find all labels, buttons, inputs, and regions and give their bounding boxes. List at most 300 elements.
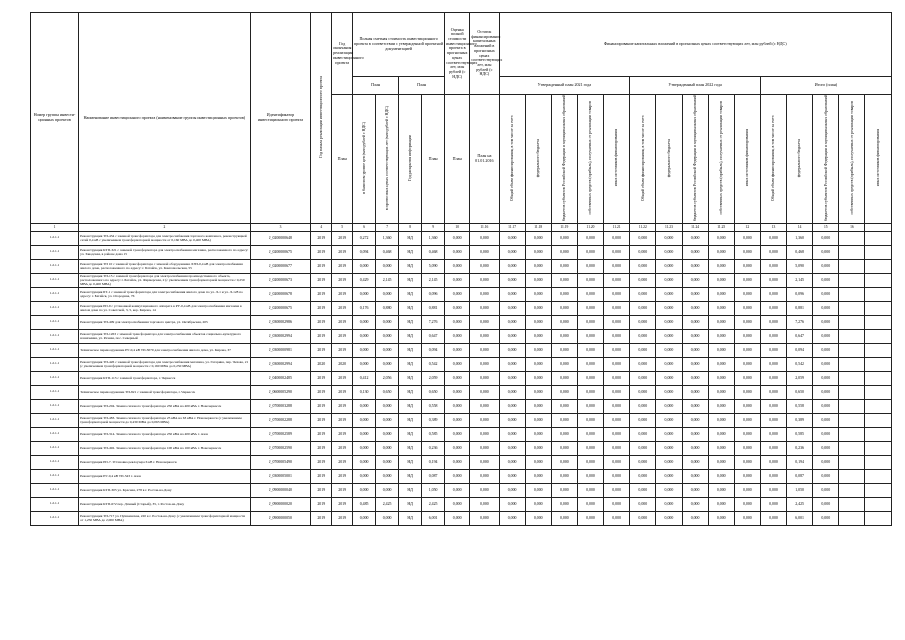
column-number-cell: 16 <box>839 223 865 231</box>
financing-value-cell: 0,000 <box>630 497 656 511</box>
financing-value-cell: 0,000 <box>630 301 656 315</box>
financing-value-cell: 0,000 <box>525 455 551 469</box>
empty-cell <box>865 329 892 343</box>
financing-value-cell: 0,000 <box>551 329 577 343</box>
plan-cost-cell: 0,647 <box>422 329 445 343</box>
financing-value-cell: 0,000 <box>760 413 786 427</box>
financing-value-cell: 0,000 <box>760 427 786 441</box>
financing-value-cell: 0,000 <box>630 259 656 273</box>
empty-cell <box>839 413 865 427</box>
project-name-cell: Реконструкция КТП-305 ул. Красная, 278 в г. Ростов-на-Дону <box>79 483 251 497</box>
financing-value-cell: 0,000 <box>813 455 839 469</box>
financing-value-cell: 0,000 <box>525 483 551 497</box>
financing-value-cell: 0,000 <box>734 483 760 497</box>
table-row <box>31 483 892 497</box>
header-sub-fed-2022: федерального бюджета <box>656 95 682 224</box>
financing-value-cell: 0,000 <box>760 469 786 483</box>
financing-value-cell: 0,000 <box>760 441 786 455</box>
forecast-price-cell: 0,000 <box>376 483 399 497</box>
financing-value-cell: 0,000 <box>708 231 734 245</box>
financing-value-cell: 0,000 <box>577 343 603 357</box>
table-row <box>31 427 892 441</box>
financing-value-cell: 0,087 <box>787 469 813 483</box>
group-number-cell: 1.2.1.1 <box>31 385 79 399</box>
financing-value-cell: 0,000 <box>470 259 499 273</box>
forecast-price-cell: 0,000 <box>376 469 399 483</box>
financing-value-cell: 0,000 <box>630 343 656 357</box>
financing-value-cell: 0,000 <box>630 287 656 301</box>
column-number-cell: 11.16 <box>470 223 499 231</box>
financing-value-cell: 0,000 <box>525 231 551 245</box>
table-row <box>31 343 892 357</box>
financing-value-cell: 0,000 <box>604 245 630 259</box>
group-number-cell: 1.2.1.1 <box>31 511 79 525</box>
plan-cost-cell: 1,050 <box>422 483 445 497</box>
disclosure-year-cell: НД <box>399 497 422 511</box>
financing-value-cell: 0,000 <box>682 301 708 315</box>
plan-cost-cell: 0,094 <box>422 343 445 357</box>
base-price-cell: 0,000 <box>353 483 376 497</box>
financing-value-cell: 0,000 <box>551 483 577 497</box>
financing-value-cell: 0,000 <box>682 343 708 357</box>
group-number-cell: 1.2.1.1 <box>31 441 79 455</box>
financing-value-cell: 0,000 <box>499 385 525 399</box>
column-number-cell: 15 <box>813 223 839 231</box>
column-number-cell <box>865 223 892 231</box>
financing-value-cell: 0,000 <box>470 469 499 483</box>
header-total: Итого (план) <box>760 77 891 95</box>
financing-value-cell: 0,000 <box>734 287 760 301</box>
financing-value-cell: 0,000 <box>577 259 603 273</box>
empty-cell <box>865 511 892 525</box>
financing-value-cell: 0,000 <box>604 385 630 399</box>
disclosure-year-cell: НД <box>399 371 422 385</box>
base-price-cell: 0,000 <box>353 287 376 301</box>
header-sub-other-2021: иных источников финансирования <box>604 95 630 224</box>
empty-cell <box>865 273 892 287</box>
financing-value-cell: 0,000 <box>577 385 603 399</box>
disclosure-year-cell: НД <box>399 245 422 259</box>
financing-value-cell: 0,000 <box>604 371 630 385</box>
header-year-2021: Утвержденный план 2021 года <box>499 77 630 95</box>
financing-value-cell: 0,000 <box>525 287 551 301</box>
start-year-cell: 2019 <box>311 231 332 245</box>
table-row <box>31 385 892 399</box>
end-year-cell: 2019 <box>332 315 353 329</box>
financing-value-cell: 0,000 <box>470 511 499 525</box>
project-name-cell: Реконструкция ТП-483. Замена силового трансформатора 25 кВА на 63 кВА г. Новочеркасск (с увеличением трансформаторной мощности до 0,430 МВА до 0,063 МВА) <box>79 413 251 427</box>
header-sub-reg-2021: бюджетов субъектов Российской Федерации и муниципальных образований <box>551 95 577 224</box>
base-price-cell: 0,000 <box>353 455 376 469</box>
financing-value-cell: 0,000 <box>656 385 682 399</box>
financing-value-cell: 0,000 <box>682 413 708 427</box>
financing-value-cell: 0,000 <box>760 231 786 245</box>
financing-value-cell: 0,000 <box>708 343 734 357</box>
end-year-cell: 2019 <box>332 511 353 525</box>
financing-value-cell: 0,000 <box>551 385 577 399</box>
financing-value-cell: 0,000 <box>708 413 734 427</box>
financing-value-cell: 0,000 <box>682 371 708 385</box>
financing-value-cell: 0,000 <box>734 245 760 259</box>
empty-cell <box>865 315 892 329</box>
table-row <box>31 287 892 301</box>
start-year-cell: 2019 <box>311 273 332 287</box>
disclosure-year-cell: НД <box>399 483 422 497</box>
table-row <box>31 231 892 245</box>
financing-value-cell: 0,000 <box>682 511 708 525</box>
financing-value-cell: 0,094 <box>787 343 813 357</box>
base-price-cell: 0,130 <box>353 385 376 399</box>
forecast-price-cell: 0,000 <box>376 259 399 273</box>
financing-value-cell: 0,000 <box>734 511 760 525</box>
financing-value-cell: 0,000 <box>525 259 551 273</box>
financing-value-cell: 0,000 <box>734 301 760 315</box>
project-name-cell: Реконструкция ТП-204. Замена силового трансформатора 250 кВА на 400 кВА г. Новочеркасск <box>79 399 251 413</box>
base-price-cell: 0,000 <box>353 259 376 273</box>
financing-value-cell: 0,000 <box>708 315 734 329</box>
financing-value-cell: 0,000 <box>656 455 682 469</box>
financing-value-cell: 0,000 <box>630 399 656 413</box>
empty-cell <box>839 497 865 511</box>
project-name-cell: Реконструкция ТП-492. Замена силового трансформатора 100 кВА на 160 кВА г. Новочеркасск <box>79 441 251 455</box>
financing-value-cell: 0,389 <box>787 413 813 427</box>
financing-value-cell: 0,000 <box>630 469 656 483</box>
financing-value-cell: 0,000 <box>813 483 839 497</box>
financing-value-cell: 0,000 <box>604 427 630 441</box>
group-number-cell: 1.2.1.1 <box>31 497 79 511</box>
header-start-year: Год начала реализации инвестиционного проекта <box>311 13 332 224</box>
financing-value-cell: 0,000 <box>630 371 656 385</box>
base-price-cell: 0,094 <box>353 245 376 259</box>
header-end-year: Год окончания реализации инвестиционного проекта <box>332 13 353 95</box>
group-number-cell: 1.2.1.1 <box>31 371 79 385</box>
header-sub-other-all: иных источников финансирования <box>865 95 892 224</box>
header-sub-reg-2022: бюджетов субъектов Российской Федерации и муниципальных образований <box>682 95 708 224</box>
financing-value-cell: 0,000 <box>656 511 682 525</box>
financing-value-cell: 0,000 <box>470 399 499 413</box>
forecast-price-cell: 0,000 <box>376 399 399 413</box>
financing-value-cell: 0,000 <box>656 301 682 315</box>
project-name-cell: Техническое перевооружение РУ-0,4 кВ ТП-3070 для электроснабжения жилого дома, ул. Кирова, 37 <box>79 343 251 357</box>
financing-value-cell: 1,050 <box>787 483 813 497</box>
financing-value-cell: 0,000 <box>499 231 525 245</box>
financing-value-cell: 0,000 <box>577 287 603 301</box>
start-year-cell: 2019 <box>311 427 332 441</box>
group-number-cell: 1.2.1.1 <box>31 287 79 301</box>
financing-value-cell: 0,000 <box>525 469 551 483</box>
financing-value-cell: 0,000 <box>499 245 525 259</box>
financing-value-cell: 0,000 <box>760 497 786 511</box>
forecast-price-cell: 0,650 <box>376 385 399 399</box>
empty-cell <box>865 385 892 399</box>
empty-cell <box>865 469 892 483</box>
financing-value-cell: 0,000 <box>656 371 682 385</box>
financing-value-cell: 0,000 <box>760 455 786 469</box>
forecast-price-cell: 0,880 <box>376 301 399 315</box>
header-forecast-price: в прогнозных ценах соответствующих лет (млн рублей с НДС) <box>376 95 399 224</box>
financing-value-cell: 0,000 <box>445 315 470 329</box>
forecast-price-cell: 0,000 <box>376 511 399 525</box>
financing-value-cell: 0,000 <box>682 357 708 371</box>
project-id-cell: J_0300002994 <box>250 329 311 343</box>
financing-value-cell: 0,000 <box>682 231 708 245</box>
financing-value-cell: 0,000 <box>604 483 630 497</box>
disclosure-year-cell: НД <box>399 273 422 287</box>
header-sub-tariff-all: собственных средств (прибыль), получаемых от реализации товаров <box>839 95 865 224</box>
financing-value-cell: 0,000 <box>445 427 470 441</box>
project-id-cell: J_0300000981 <box>250 343 311 357</box>
financing-value-cell: 0,000 <box>525 301 551 315</box>
project-name-cell: Реконструкция РП-7. Установка реклоузера 6 кВ г. Новочеркасск <box>79 455 251 469</box>
financing-value-cell: 0,000 <box>734 455 760 469</box>
financing-value-cell: 0,000 <box>551 399 577 413</box>
financing-value-cell: 0,000 <box>760 245 786 259</box>
financing-value-cell: 0,236 <box>787 441 813 455</box>
financing-value-cell: 0,000 <box>525 497 551 511</box>
project-id-cell: J_0200000678 <box>250 287 311 301</box>
financing-value-cell: 0,000 <box>470 385 499 399</box>
group-number-cell: 1.2.1.1 <box>31 245 79 259</box>
financing-value-cell: 0,000 <box>499 441 525 455</box>
financing-value-cell: 0,000 <box>604 329 630 343</box>
group-number-cell: 1.2.1.1 <box>31 469 79 483</box>
end-year-cell: 2019 <box>332 413 353 427</box>
header-estimate-plan: План <box>445 95 470 224</box>
financing-value-cell: 0,000 <box>630 483 656 497</box>
financing-value-cell: 0,000 <box>630 315 656 329</box>
disclosure-year-cell: НД <box>399 441 422 455</box>
group-number-cell: 1.2.1.1 <box>31 231 79 245</box>
financing-value-cell: 0,000 <box>656 231 682 245</box>
project-name-cell: Реконструкция ТП-1263 с заменой трансформатора для электроснабжения объектов социально-культурного назначения, ул. Речная, пос. Северный <box>79 329 251 343</box>
project-id-cell: J_0700003288 <box>250 399 311 413</box>
header-sub-total-2022: Общий объем финансирования, в том числе за счет: <box>630 95 656 224</box>
financing-value-cell: 0,000 <box>656 287 682 301</box>
financing-value-cell: 0,000 <box>604 231 630 245</box>
financing-value-cell: 0,000 <box>525 427 551 441</box>
disclosure-year-cell: НД <box>399 399 422 413</box>
financing-value-cell: 0,000 <box>708 329 734 343</box>
end-year-cell: 2020 <box>332 357 353 371</box>
financing-value-cell: 0,000 <box>708 483 734 497</box>
financing-value-cell: 0,000 <box>470 287 499 301</box>
empty-cell <box>865 413 892 427</box>
financing-value-cell: 0,000 <box>656 259 682 273</box>
empty-cell <box>865 245 892 259</box>
financing-value-cell: 0,000 <box>445 413 470 427</box>
project-name-cell: Реконструкция КТП-113 с заменой трансформатора, г. Черкесск <box>79 371 251 385</box>
financing-value-cell: 0,000 <box>630 511 656 525</box>
empty-cell <box>839 469 865 483</box>
start-year-cell: 2019 <box>311 511 332 525</box>
financing-value-cell: 0,000 <box>813 343 839 357</box>
column-number-row <box>31 223 892 231</box>
project-id-cell: J_0700005490 <box>250 455 311 469</box>
column-number-cell: 12 <box>734 223 760 231</box>
end-year-cell: 2019 <box>332 371 353 385</box>
financing-value-cell: 0,000 <box>577 413 603 427</box>
financing-value-cell: 0,000 <box>682 315 708 329</box>
plan-cost-cell: 2,059 <box>422 371 445 385</box>
empty-cell <box>839 231 865 245</box>
financing-value-cell: 0,000 <box>813 245 839 259</box>
financing-value-cell: 0,000 <box>551 511 577 525</box>
plan-cost-cell: 0,389 <box>422 413 445 427</box>
project-name-cell: Реконструкция ТП-409 для электроснабжения торгового центра, ул. Октябрьская, 205 <box>79 315 251 329</box>
disclosure-year-cell: НД <box>399 357 422 371</box>
table-row <box>31 357 892 371</box>
financing-value-cell: 0,000 <box>656 329 682 343</box>
empty-cell <box>865 497 892 511</box>
financing-value-cell: 0,000 <box>499 273 525 287</box>
forecast-price-cell: 0,000 <box>376 329 399 343</box>
column-number-cell: 7 <box>376 223 399 231</box>
start-year-cell: 2019 <box>311 315 332 329</box>
column-number-cell: 10 <box>445 223 470 231</box>
empty-cell <box>865 371 892 385</box>
plan-cost-cell: 0,236 <box>422 441 445 455</box>
plan-cost-cell: 0,585 <box>422 427 445 441</box>
financing-value-cell: 0,000 <box>708 455 734 469</box>
financing-value-cell: 0,000 <box>604 413 630 427</box>
financing-value-cell: 0,000 <box>813 259 839 273</box>
financing-value-cell: 0,000 <box>708 273 734 287</box>
financing-value-cell: 0,000 <box>470 273 499 287</box>
table-row <box>31 441 892 455</box>
financing-value-cell: 0,000 <box>525 273 551 287</box>
end-year-cell: 2019 <box>332 455 353 469</box>
financing-value-cell: 0,000 <box>470 315 499 329</box>
project-id-cell: J_0200000675 <box>250 301 311 315</box>
financing-value-cell: 0,000 <box>813 273 839 287</box>
header-project-id: Идентификатор инвестиционного проекта <box>250 13 311 224</box>
financing-value-cell: 0,000 <box>525 329 551 343</box>
group-number-cell: 1.2.1.1 <box>31 315 79 329</box>
header-plan: План <box>422 95 445 224</box>
financing-value-cell: 0,000 <box>499 315 525 329</box>
project-name-cell: Реконструкция БТ-1 с заменой трансформатора для электроснабжения жилого дома по ул. Л-1 и ул. Л-128 по адресу: г. Батайск, ул. Огородная, 76 <box>79 287 251 301</box>
header-sub-fed-2021: федерального бюджета <box>525 95 551 224</box>
group-number-cell: 1.2.1.1 <box>31 399 79 413</box>
financing-value-cell: 0,000 <box>499 357 525 371</box>
financing-value-cell: 0,000 <box>734 497 760 511</box>
empty-cell <box>839 357 865 371</box>
header-financing-group: Финансирование капитальных вложений в прогнозных ценах соответствующих лет, млн рублей (с НДС) <box>499 13 891 77</box>
financing-value-cell: 0,000 <box>760 343 786 357</box>
financing-value-cell: 0,000 <box>630 455 656 469</box>
project-id-cell: J_0300002994 <box>250 357 311 371</box>
financing-value-cell: 0,000 <box>656 273 682 287</box>
financing-value-cell: 0,000 <box>604 273 630 287</box>
financing-value-cell: 0,000 <box>760 273 786 287</box>
financing-value-cell: 0,000 <box>760 259 786 273</box>
financing-value-cell: 0,000 <box>470 231 499 245</box>
financing-value-cell: 0,000 <box>525 511 551 525</box>
financing-value-cell: 0,000 <box>813 231 839 245</box>
financing-value-cell: 0,000 <box>445 301 470 315</box>
financing-value-cell: 0,000 <box>734 329 760 343</box>
project-id-cell: J_0300002986 <box>250 315 311 329</box>
column-number-cell: 13 <box>760 223 786 231</box>
financing-value-cell: 0,000 <box>734 357 760 371</box>
project-name-cell: Реконструкция ТП-717 ул. Пушкинская, 220 в г. Ростов-на-Дону (с увеличением трансформаторной мощности от 1,250 МВА до 2,000 МВА) <box>79 511 251 525</box>
financing-value-cell: 0,000 <box>499 371 525 385</box>
start-year-cell: 2019 <box>311 329 332 343</box>
financing-value-cell: 0,000 <box>630 273 656 287</box>
financing-value-cell: 0,000 <box>577 399 603 413</box>
financing-value-cell: 1,360 <box>787 231 813 245</box>
end-year-cell: 2019 <box>332 231 353 245</box>
financing-value-cell: 0,558 <box>787 399 813 413</box>
project-name-cell: Реконструкция ТП 10 с заменой трансформатора с заменой оборудования ЛЭП-0,4 кВ для электроснабжения жилого дома, расположенного по адресу: г. Батайск, ул. Комсомольская, 55 <box>79 259 251 273</box>
financing-value-cell: 0,000 <box>604 315 630 329</box>
empty-cell <box>839 315 865 329</box>
financing-value-cell: 0,000 <box>813 371 839 385</box>
group-number-cell: 1.2.1.1 <box>31 357 79 371</box>
financing-value-cell: 0,000 <box>682 329 708 343</box>
project-id-cell: J_0200000673 <box>250 273 311 287</box>
investment-program-table-sheet <box>30 12 892 526</box>
project-id-cell: J_0200000677 <box>250 259 311 273</box>
financing-value-cell: 2,425 <box>787 497 813 511</box>
financing-value-cell: 0,000 <box>551 455 577 469</box>
table-row <box>31 315 892 329</box>
table-row <box>31 245 892 259</box>
column-number-cell: 8 <box>399 223 422 231</box>
financing-value-cell: 0,000 <box>682 399 708 413</box>
header-sub-tariff-2022: собственных средств (прибыль), получаемых от реализации товаров <box>708 95 734 224</box>
financing-value-cell: 0,000 <box>551 357 577 371</box>
start-year-cell: 2019 <box>311 497 332 511</box>
financing-value-cell: 0,000 <box>656 469 682 483</box>
financing-value-cell: 0,000 <box>630 245 656 259</box>
financing-value-cell: 0,000 <box>760 287 786 301</box>
financing-value-cell: 0,000 <box>630 427 656 441</box>
group-number-cell: 1.2.1.1 <box>31 343 79 357</box>
plan-cost-cell: 0,558 <box>422 399 445 413</box>
project-id-cell: J_0700002589 <box>250 427 311 441</box>
financing-value-cell: 0,000 <box>708 399 734 413</box>
financing-value-cell: 0,000 <box>630 385 656 399</box>
group-number-cell: 1.2.1.1 <box>31 413 79 427</box>
column-number-cell: 11.20 <box>577 223 603 231</box>
financing-value-cell: 0,000 <box>630 231 656 245</box>
financing-value-cell: 0,000 <box>813 511 839 525</box>
forecast-price-cell: 0,000 <box>376 441 399 455</box>
financing-value-cell: 0,542 <box>787 357 813 371</box>
financing-value-cell: 6,001 <box>787 511 813 525</box>
financing-value-cell: 0,000 <box>682 497 708 511</box>
base-price-cell: 0,176 <box>353 301 376 315</box>
financing-value-cell: 0,000 <box>577 511 603 525</box>
empty-cell <box>839 343 865 357</box>
financing-value-cell: 0,000 <box>682 385 708 399</box>
financing-value-cell: 0,000 <box>445 343 470 357</box>
financing-value-cell: 0,000 <box>551 273 577 287</box>
financing-value-cell: 0,000 <box>551 497 577 511</box>
base-price-cell: 0,272 <box>353 231 376 245</box>
end-year-cell: 2019 <box>332 273 353 287</box>
plan-cost-cell: 6,001 <box>422 511 445 525</box>
financing-value-cell: 0,647 <box>787 329 813 343</box>
empty-cell <box>839 329 865 343</box>
disclosure-year-cell: НД <box>399 427 422 441</box>
financing-value-cell: 0,000 <box>656 343 682 357</box>
financing-value-cell: 0,000 <box>604 511 630 525</box>
header-sub-reg-all: бюджетов субъектов Российской Федерации и муниципальных образований <box>813 95 839 224</box>
financing-value-cell: 0,000 <box>470 371 499 385</box>
financing-value-cell: 0,000 <box>630 329 656 343</box>
